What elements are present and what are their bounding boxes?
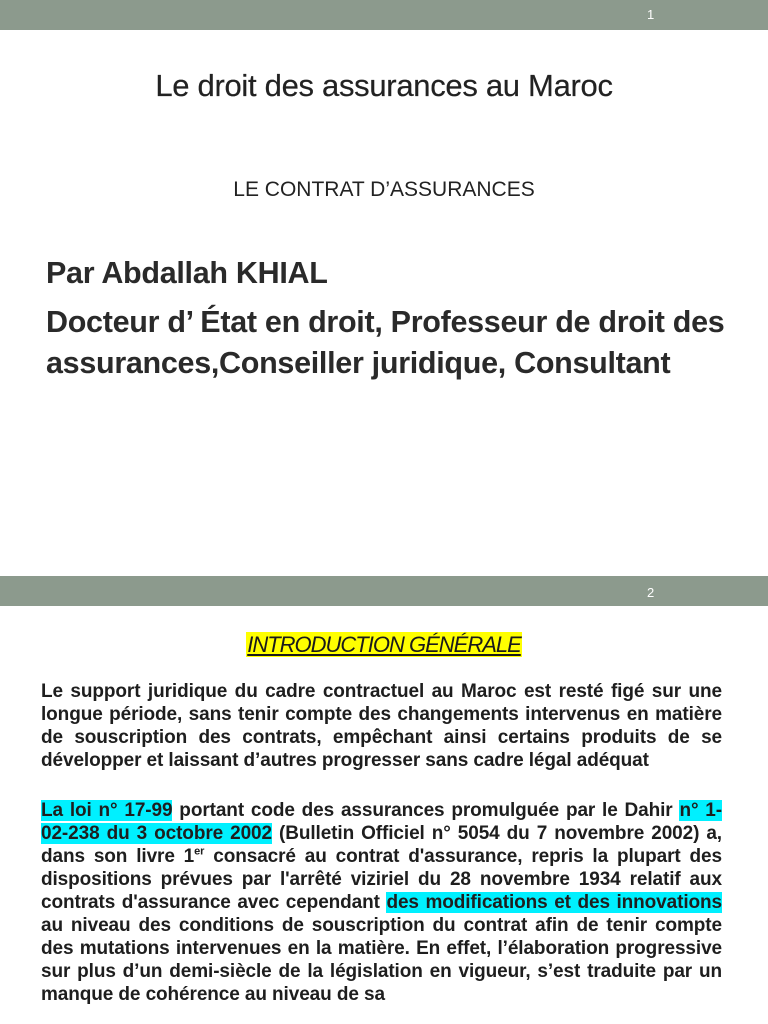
paragraph-law [41,799,722,1006]
highlight-dahir-number: n° 1-02-238 du 3 octobre 2002 [41,800,722,844]
author-credentials: Docteur d’ État en droit, Professeur de droit des assurances,Conseiller juridique, Consultant [46,305,725,380]
highlight-modifications: des modifications et des innovations [386,892,722,913]
slide-number: 2 [647,585,655,600]
highlight-law-number: La loi n° 17-99 [41,800,173,821]
paragraph-text: (Bulletin Officiel n° 5054 du 7 novembre 2002) a, dans son livre 1 [41,823,722,867]
paragraph-text: portant code des assurances promulguée par le Dahir [172,800,680,821]
author-name: Par Abdallah KHIAL [46,256,328,290]
slide-number: 1 [647,7,655,22]
paragraph-text: au niveau des conditions de souscription du contrat afin de tenir compte des mutations intervenues en la matière. En effet, l’élaboration progressive sur plus d’un demi-siècle de la législation en vigueur, s’est traduite par un manque de cohérence au niveau de sa [41,915,722,1005]
document-subtitle: LE CONTRAT D’ASSURANCES [233,178,535,201]
paragraph-intro: Le support juridique du cadre contractuel au Maroc est resté figé sur une longue période, sans tenir compte des changements intervenus en matière de souscription des contrats, empêchant ainsi certains produits de se développer et laissant d’autres progresser sans cadre légal adéquat [41,681,722,771]
slide-2-header-bar [0,576,768,606]
slide-1-header-bar [0,0,768,30]
paragraph-text: consacré au contrat d'assurance, repris la plupart des dispositions prévues par l'arrêté viziriel du 28 novembre 1934 relatif aux contrats d'assurance avec cependant [41,846,722,913]
section-heading [0,632,768,658]
superscript: er [194,845,205,858]
author-block [46,253,736,384]
document-title: Le droit des assurances au Maroc [155,68,613,103]
section-heading-text: INTRODUCTION GÉNÉRALE [247,632,521,657]
